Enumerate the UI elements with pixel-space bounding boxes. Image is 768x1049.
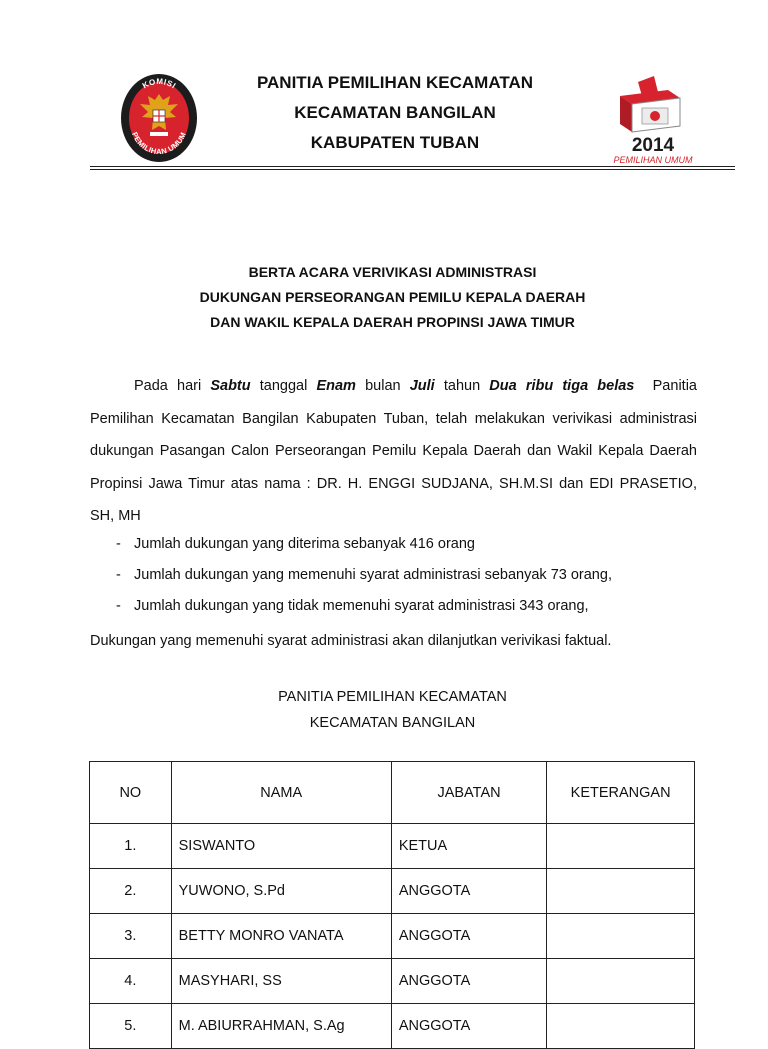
letterhead-line-3: KABUPATEN TUBAN bbox=[310, 133, 480, 152]
cell-nama: YUWONO, S.Pd bbox=[171, 869, 391, 914]
cell-keterangan bbox=[547, 959, 695, 1004]
cell-keterangan bbox=[547, 914, 695, 959]
letterhead bbox=[90, 62, 735, 168]
pemilu-2014-logo bbox=[608, 68, 698, 164]
body-year: Dua ribu tiga belas bbox=[489, 378, 635, 394]
cell-jabatan: ANGGOTA bbox=[391, 914, 546, 959]
cell-keterangan bbox=[547, 869, 695, 914]
kpu-logo-bottom-text: PEMILIHAN UMUM bbox=[129, 130, 189, 157]
table-row bbox=[90, 869, 695, 914]
pemilu-logo-year: 2014 bbox=[631, 135, 675, 156]
table-row bbox=[90, 824, 695, 869]
title-line-2: DUKUNGAN PERSEORANGAN PEMILU KEPALA DAERAH bbox=[199, 289, 586, 305]
cell-nama: BETTY MONRO VANATA bbox=[171, 914, 391, 959]
cell-no: 1. bbox=[90, 824, 172, 869]
body-text-1: Pada hari bbox=[134, 378, 202, 394]
letterhead-line-2: KECAMATAN BANGILAN bbox=[294, 103, 496, 122]
body-day: Sabtu bbox=[210, 378, 251, 394]
committee-line-2: KECAMATAN BANGILAN bbox=[309, 715, 476, 731]
header-nama: NAMA bbox=[171, 762, 391, 824]
list-item bbox=[90, 560, 697, 591]
committee-heading bbox=[90, 684, 695, 736]
letterhead-title bbox=[210, 68, 580, 158]
support-count-list bbox=[90, 529, 697, 622]
header-jabatan: JABATAN bbox=[391, 762, 546, 824]
cell-nama: SISWANTO bbox=[171, 824, 391, 869]
header-keterangan: KETERANGAN bbox=[547, 762, 695, 824]
title-line-3: DAN WAKIL KEPALA DAERAH PROPINSI JAWA TIMUR bbox=[210, 314, 575, 330]
body-text-5: Panitia Pemilihan Kecamatan Bangilan Kabupaten Tuban, telah melakukan verivikasi administrasi dukungan Pasangan Calon Perseorangan Pemilu Kepala Daerah dan Wakil Kepala Daerah Propinsi Jawa Timur atas nama : DR. H. ENGGI SUDJANA, SH.M.SI dan EDI PRASETIO, SH, MH bbox=[90, 378, 697, 524]
cell-jabatan: ANGGOTA bbox=[391, 1004, 546, 1049]
document-title bbox=[90, 260, 695, 335]
table-row bbox=[90, 914, 695, 959]
cell-no: 4. bbox=[90, 959, 172, 1004]
list-item-text: Jumlah dukungan yang tidak memenuhi syarat administrasi 343 orang, bbox=[134, 598, 589, 614]
list-item-text: Jumlah dukungan yang memenuhi syarat administrasi sebanyak 73 orang, bbox=[134, 567, 612, 583]
closing-sentence: Dukungan yang memenuhi syarat administrasi akan dilanjutkan verivikasi faktual. bbox=[90, 633, 612, 649]
committee-line-1: PANITIA PEMILIHAN KECAMATAN bbox=[278, 689, 507, 705]
body-date: Enam bbox=[316, 378, 356, 394]
letterhead-line-1: PANITIA PEMILIHAN KECAMATAN bbox=[256, 73, 534, 92]
body-text-2: tanggal bbox=[259, 378, 308, 394]
cell-keterangan bbox=[547, 1004, 695, 1049]
bullet-dash: - bbox=[116, 536, 121, 552]
cell-jabatan: ANGGOTA bbox=[391, 959, 546, 1004]
letterhead-rule bbox=[90, 166, 735, 167]
cell-nama: MASYHARI, SS bbox=[171, 959, 391, 1004]
cell-no: 5. bbox=[90, 1004, 172, 1049]
body-month: Juli bbox=[409, 378, 435, 394]
cell-no: 3. bbox=[90, 914, 172, 959]
kpu-logo-top-text: KOMISI bbox=[140, 76, 178, 91]
cell-jabatan: KETUA bbox=[391, 824, 546, 869]
table-row bbox=[90, 959, 695, 1004]
list-item bbox=[90, 591, 697, 622]
table-header-row bbox=[90, 762, 695, 824]
cell-nama: M. ABIURRAHMAN, S.Ag bbox=[171, 1004, 391, 1049]
committee-members-table bbox=[89, 761, 695, 1049]
body-paragraph bbox=[90, 370, 697, 533]
body-text-4: tahun bbox=[443, 378, 481, 394]
list-item bbox=[90, 529, 697, 560]
bullet-dash: - bbox=[116, 567, 121, 583]
list-item-text: Jumlah dukungan yang diterima sebanyak 416 orang bbox=[134, 536, 475, 552]
table-row bbox=[90, 1004, 695, 1049]
header-no: NO bbox=[90, 762, 172, 824]
cell-keterangan bbox=[547, 824, 695, 869]
title-line-1: BERTA ACARA VERIVIKASI ADMINISTRASI bbox=[248, 264, 537, 280]
cell-no: 2. bbox=[90, 869, 172, 914]
pemilu-logo-caption: PEMILIHAN UMUM bbox=[613, 155, 693, 165]
body-text-3: bulan bbox=[365, 378, 401, 394]
cell-jabatan: ANGGOTA bbox=[391, 869, 546, 914]
bullet-dash: - bbox=[116, 598, 121, 614]
letterhead-rule-thin bbox=[90, 169, 735, 170]
kpu-logo bbox=[118, 72, 200, 164]
